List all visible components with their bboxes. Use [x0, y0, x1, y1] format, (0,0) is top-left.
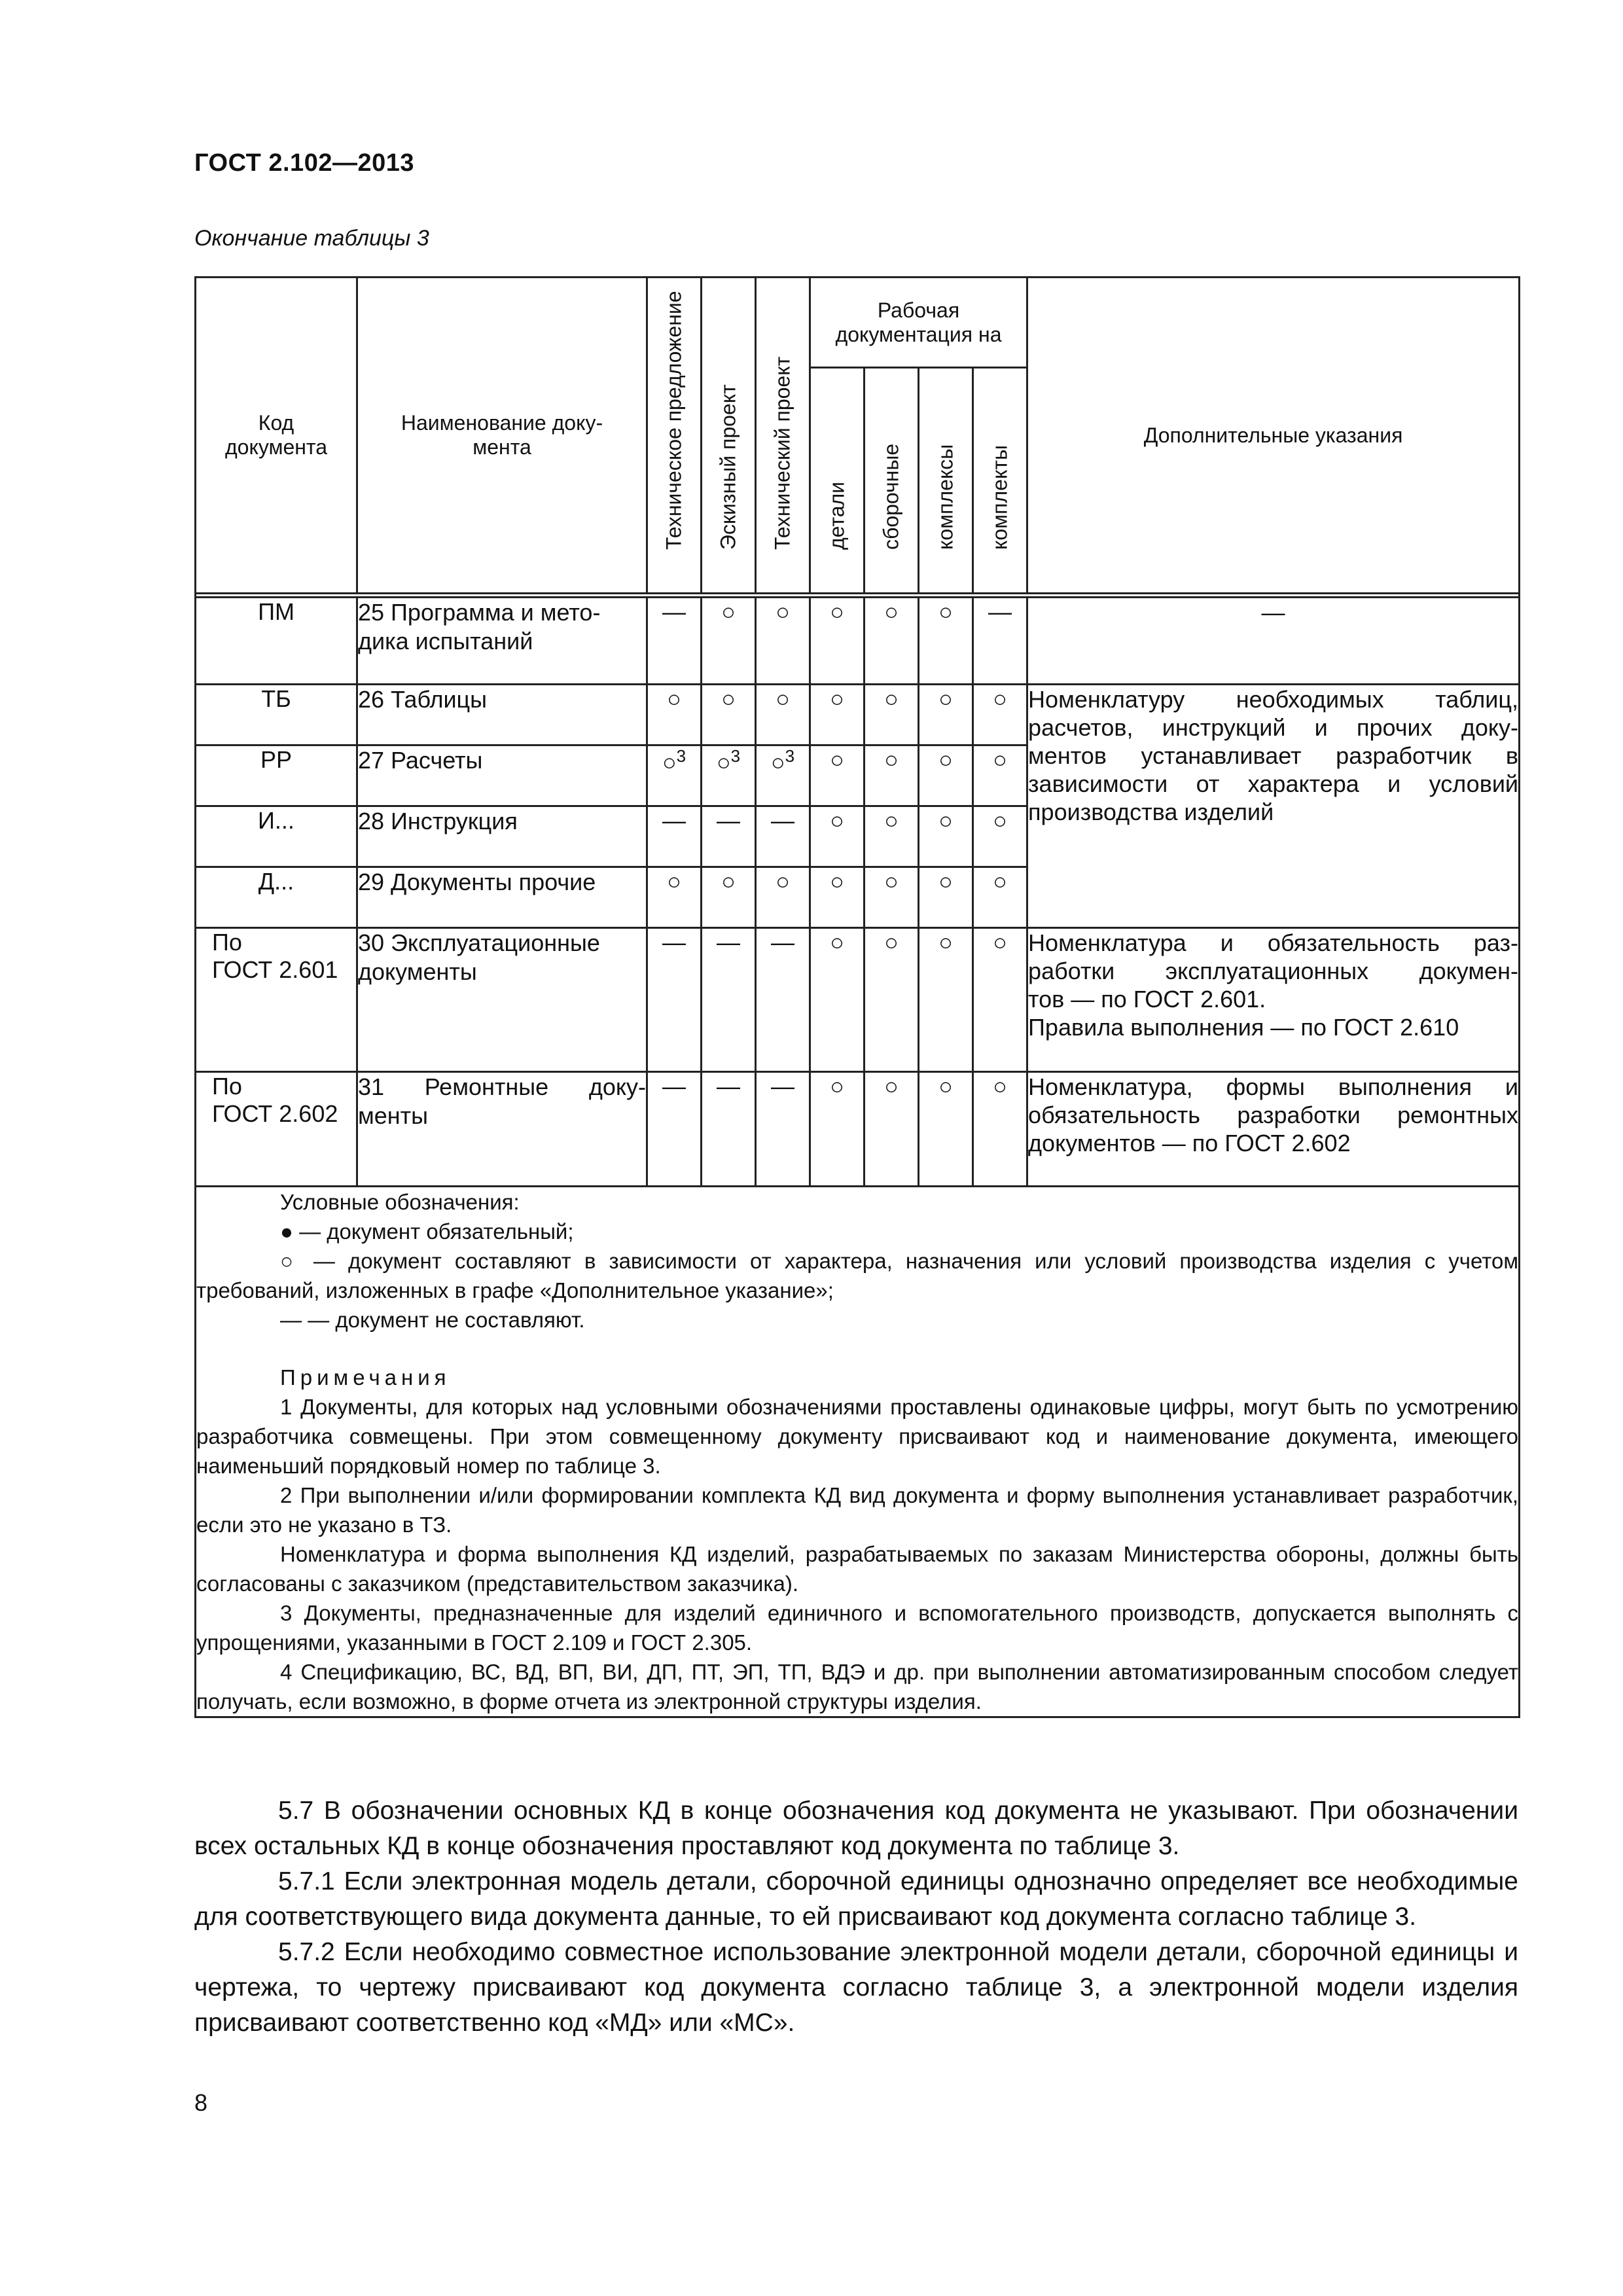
cell-symbol: ○	[919, 806, 973, 867]
cell-name: 31 Ремонтные доку- менты	[357, 1072, 647, 1187]
document-header: ГОСТ 2.102—2013	[194, 149, 414, 177]
cell-symbol: ○	[973, 867, 1027, 928]
cell-symbol: ○	[919, 745, 973, 806]
cell-name: 29 Документы прочие	[357, 867, 647, 928]
header-working-docs: Рабочая документация на	[810, 278, 1027, 368]
cell-symbol: ○	[865, 598, 919, 685]
cell-symbol: ○	[756, 867, 810, 928]
cell-symbol: ○	[756, 598, 810, 685]
header-assembly: сборочные	[865, 368, 919, 594]
cell-symbol: ○	[810, 598, 865, 685]
cell-code: ПМ	[196, 598, 357, 685]
cell-symbol: ○	[919, 928, 973, 1072]
cell-symbol: ○	[973, 685, 1027, 745]
cell-symbol: —	[647, 928, 702, 1072]
cell-additional: Номенклатура, формы выполнения и обязательность разработки ремонтных документов — по ГОСТ 2.602	[1027, 1072, 1520, 1187]
cell-code: Д...	[196, 867, 357, 928]
cell-additional-group: Номенклатуру необходимых таблиц, расчетов, инструкций и прочих доку- ментов устанавливает разработчик в зависимости от характера и условий производства изделий	[1027, 685, 1520, 928]
legend-item: — — документ не составляют.	[280, 1308, 585, 1332]
cell-symbol: —	[702, 928, 756, 1072]
cell-symbol: ○	[919, 867, 973, 928]
table-caption: Окончание таблицы 3	[194, 226, 429, 251]
note-item: 3 Документы, предназначенные для изделий единичного и вспомогательного производств, допускается выполнять с упрощениями, указанными в ГОСТ 2.109 и ГОСТ 2.305.	[196, 1601, 1519, 1655]
cell-symbol: —	[647, 1072, 702, 1187]
note-item: Номенклатура и форма выполнения КД изделий, разрабатываемых по заказам Министерства обороны, должны быть согласованы с заказчиком (представительством заказчика).	[196, 1542, 1519, 1596]
cell-symbol: ○	[865, 867, 919, 928]
note-item: 2 При выполнении и/или формировании комплекта КД вид документа и форму выполнения устанавливает разработчик, если это не указано в ТЗ.	[196, 1483, 1519, 1537]
cell-symbol: —	[756, 1072, 810, 1187]
cell-symbol: ○	[865, 745, 919, 806]
cell-name: 25 Программа и мето- дика испытаний	[357, 598, 647, 685]
header-additional: Дополнительные указания	[1027, 278, 1520, 594]
header-details: детали	[810, 368, 865, 594]
cell-code: По ГОСТ 2.602	[196, 1072, 357, 1187]
cell-symbol: ○	[973, 928, 1027, 1072]
legend-item: ○ — документ составляют в зависимости от характера, назначения или условий производства изделия с учетом требований, изложенных в графе «Дополнительное указание»;	[196, 1249, 1519, 1302]
cell-symbol: ○$^3$	[702, 745, 756, 806]
paragraph: 5.7.1 Если электронная модель детали, сборочной единицы однозначно определяет все необходимые для соответствующего вида документа данные, то ей присваивают код документа согласно таблице 3.	[194, 1867, 1518, 1931]
cell-symbol: —	[702, 1072, 756, 1187]
cell-name: 30 Эксплуатационные документы	[357, 928, 647, 1072]
cell-code: ТБ	[196, 685, 357, 745]
cell-symbol: ○	[702, 685, 756, 745]
cell-symbol: ○	[647, 685, 702, 745]
note-item: 1 Документы, для которых над условными обозначениями проставлены одинаковые цифры, могут быть по усмотрению разработчика совмещены. При этом совмещенному документу присваивают код и наименование документа, имеющего наименьший порядковый номер по таблице 3.	[196, 1395, 1519, 1478]
cell-symbol: ○	[810, 745, 865, 806]
note-item: 4 Спецификацию, ВС, ВД, ВП, ВИ, ДП, ПТ, ЭП, ТП, ВДЭ и др. при выполнении автоматизированным способом следует получать, если возможно, в форме отчета из электронной структуры изделия.	[196, 1660, 1519, 1713]
cell-symbol: ○	[810, 928, 865, 1072]
cell-symbol: ○	[919, 1072, 973, 1187]
cell-code: По ГОСТ 2.601	[196, 928, 357, 1072]
document-codes-table	[194, 276, 1520, 1718]
paragraph: 5.7 В обозначении основных КД в конце обозначения код документа не указывают. При обозначении всех остальных КД в конце обозначения проставляют код документа по таблице 3.	[194, 1797, 1518, 1860]
cell-code: РР	[196, 745, 357, 806]
table-row	[196, 928, 1520, 1072]
cell-symbol: ○	[973, 745, 1027, 806]
cell-symbol: ○	[919, 685, 973, 745]
header-name: Наименование доку- мента	[357, 278, 647, 594]
cell-symbol: —	[647, 806, 702, 867]
cell-symbol: ○	[702, 598, 756, 685]
table-notes	[196, 1187, 1520, 1717]
cell-symbol: ○	[810, 806, 865, 867]
cell-symbol: —	[647, 598, 702, 685]
cell-name: 27 Расчеты	[357, 745, 647, 806]
header-code: Код документа	[196, 278, 357, 594]
header-tech-proposal: Техническое предложение	[647, 278, 702, 594]
cell-symbol: —	[973, 598, 1027, 685]
paragraph: 5.7.2 Если необходимо совместное использование электронной модели детали, сборочной единицы и чертежа, то чертежу присваивают код документа согласно таблице 3, а электронной модели изделия присваивают соответственно код «МД» или «МС».	[194, 1938, 1518, 2037]
cell-symbol: ○	[865, 928, 919, 1072]
cell-additional: —	[1027, 598, 1520, 685]
cell-symbol: ○	[865, 806, 919, 867]
cell-name: 26 Таблицы	[357, 685, 647, 745]
cell-additional: Номенклатура и обязательность раз- работки эксплуатационных докумен- тов — по ГОСТ 2.601. Правила выполнения — по ГОСТ 2.610	[1027, 928, 1520, 1072]
cell-symbol: ○	[865, 1072, 919, 1187]
header-sketch-project: Эскизный проект	[702, 278, 756, 594]
cell-symbol: ○	[810, 867, 865, 928]
page-number: 8	[194, 2089, 208, 2116]
table-row	[196, 1072, 1520, 1187]
header-kits: комплекты	[973, 368, 1027, 594]
cell-symbol: ○$^3$	[647, 745, 702, 806]
notes-title: Примечания	[280, 1365, 451, 1390]
cell-symbol: —	[702, 806, 756, 867]
table-row	[196, 685, 1520, 745]
legend-item: ● — документ обязательный;	[280, 1219, 574, 1244]
cell-symbol: —	[756, 928, 810, 1072]
cell-symbol: ○	[973, 1072, 1027, 1187]
cell-symbol: —	[756, 806, 810, 867]
legend-title: Условные обозначения:	[280, 1190, 520, 1214]
cell-symbol: ○	[810, 685, 865, 745]
cell-symbol: ○$^3$	[756, 745, 810, 806]
table-row	[196, 598, 1520, 685]
cell-symbol: ○	[702, 867, 756, 928]
cell-symbol: ○	[919, 598, 973, 685]
cell-symbol: ○	[647, 867, 702, 928]
cell-symbol: ○	[810, 1072, 865, 1187]
cell-symbol: ○	[756, 685, 810, 745]
cell-name: 28 Инструкция	[357, 806, 647, 867]
body-text	[194, 1793, 1518, 2041]
header-tech-project: Технический проект	[756, 278, 810, 594]
cell-symbol: ○	[865, 685, 919, 745]
header-complexes: комплексы	[919, 368, 973, 594]
cell-code: И...	[196, 806, 357, 867]
cell-symbol: ○	[973, 806, 1027, 867]
